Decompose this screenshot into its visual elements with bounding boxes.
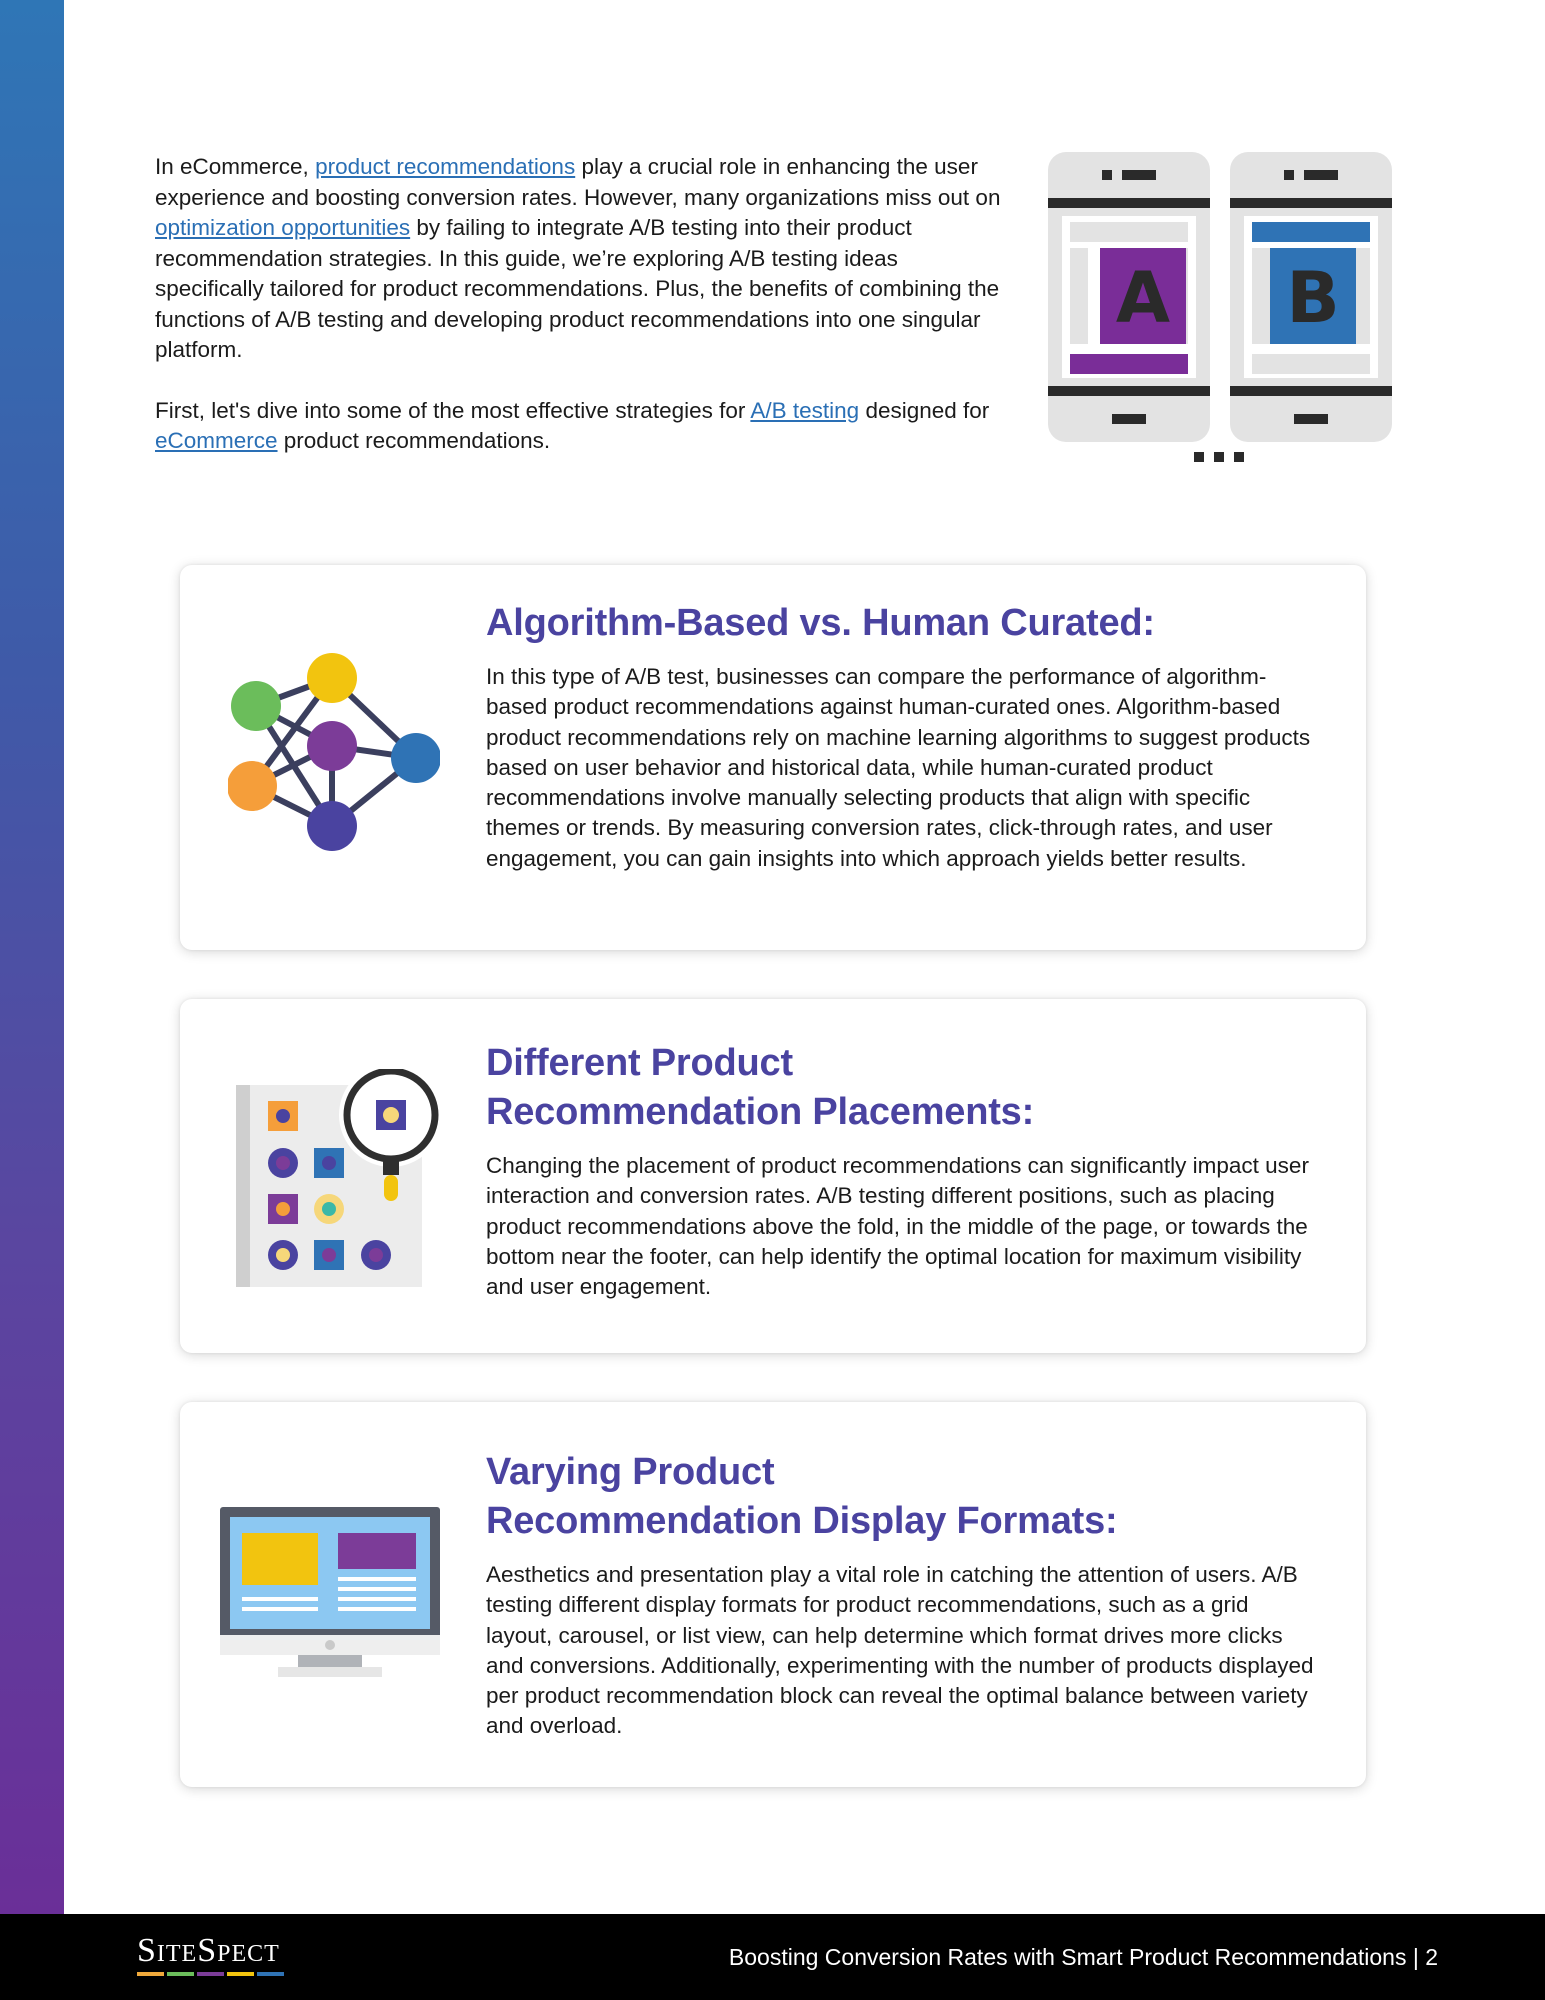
desktop-monitor-icon [220,1507,442,1692]
card-title [486,599,1316,648]
intro-text-run: designed for [859,397,990,423]
strategy-card-display-formats [180,1402,1366,1787]
ellipsis-icon [1194,452,1244,462]
card-title-line: Recommendation Display Formats: [486,1500,1118,1542]
logo-bar [227,1972,254,1976]
logo-color-bars [137,1972,284,1976]
intro-text-run: play a crucial role in enhancing the user experience and boosting conversion rates. However, many organizations miss out on [155,154,1001,210]
network-nodes-icon [228,650,440,860]
logo-wordmark: SiteSpect [137,1932,280,1969]
page-footer [0,1914,1545,2000]
strategy-card-placements [180,999,1366,1353]
phone-b-icon [1230,152,1392,442]
intro-text-run: First, let's dive into some of the most effective strategies for [155,397,751,423]
letter-a: A [1115,257,1171,339]
logo-bar [257,1972,284,1976]
sitespect-logo [137,1934,284,1976]
ab-phones-illustration [1048,152,1396,468]
card-title-line: Different Product [486,1042,793,1084]
link-optimization-opportunities[interactable]: optimization opportunities [155,215,411,240]
card-body: Changing the placement of product recommendations can significantly impact user interaction and conversion rates. A/B testing different positions, such as placing product recommendations above the fold, in the middle of the page, or towards the bottom near the footer, can help identify the optimal location for maximum visibility and user engagement. [486,1153,1309,1300]
intro-paragraph-2 [155,396,1005,457]
card-title-line: Recommendation Placements: [486,1091,1035,1133]
strategy-card-algorithm [180,565,1366,950]
card-content [486,1039,1316,1302]
logo-bar [167,1972,194,1976]
intro-text-run: product recommendations. [277,428,551,453]
card-body: In this type of A/B test, businesses can compare the performance of algorithm-based product recommendations against human-curated ones. Algorithm-based product recommendations rely on machine learning algorithms to suggest products based on user behavior and historical data, while human-curated product recommendations involve manually selecting products that align with specific themes or trends. By measuring conversion rates, click-through rates, and user engagement, you can gain insights into which approach yields better results. [486,664,1311,871]
side-gradient-bar [0,0,64,1914]
card-content [486,1448,1316,1742]
footer-doc-title: Boosting Conversion Rates with Smart Product Recommendations | 2 [728,1944,1438,1970]
card-body: Aesthetics and presentation play a vital role in catching the attention of users. A/B testing different display formats for product recommendations, such as a grid layout, carousel, or list view, can help determine which format drives more clicks and conversions. Additionally, experimenting with the number of products displayed per product recommendation block can reveal the optimal balance between variety and overload. [486,1562,1314,1739]
card-title-line: Varying Product [486,1451,775,1493]
intro-text-run: by failing to integrate A/B testing into their product recommendation strategies. In this guide, we’re exploring A/B testing ideas specifically tailored for product recommendations. Plus, the benefits of combining the functions of A/B testing and developing product recommendations into one singular platform. [155,215,1000,362]
logo-bar [137,1972,164,1976]
intro-paragraph-1 [155,152,1005,366]
logo-bar [197,1972,224,1976]
phone-a-icon [1048,152,1210,442]
intro-text-run: In eCommerce, [155,154,316,179]
magnifier-grid-icon [236,1069,442,1289]
card-title [486,1039,1316,1137]
card-content [486,599,1316,874]
link-ab-testing[interactable]: A/B testing [750,397,860,423]
link-ecommerce[interactable]: eCommerce [155,428,278,453]
link-product-recommendations[interactable]: product recommendations [315,154,576,179]
card-title-line: Algorithm-Based vs. Human Curated: [486,602,1155,644]
intro-text [155,152,1005,487]
card-title [486,1448,1316,1546]
letter-b: B [1286,257,1340,339]
